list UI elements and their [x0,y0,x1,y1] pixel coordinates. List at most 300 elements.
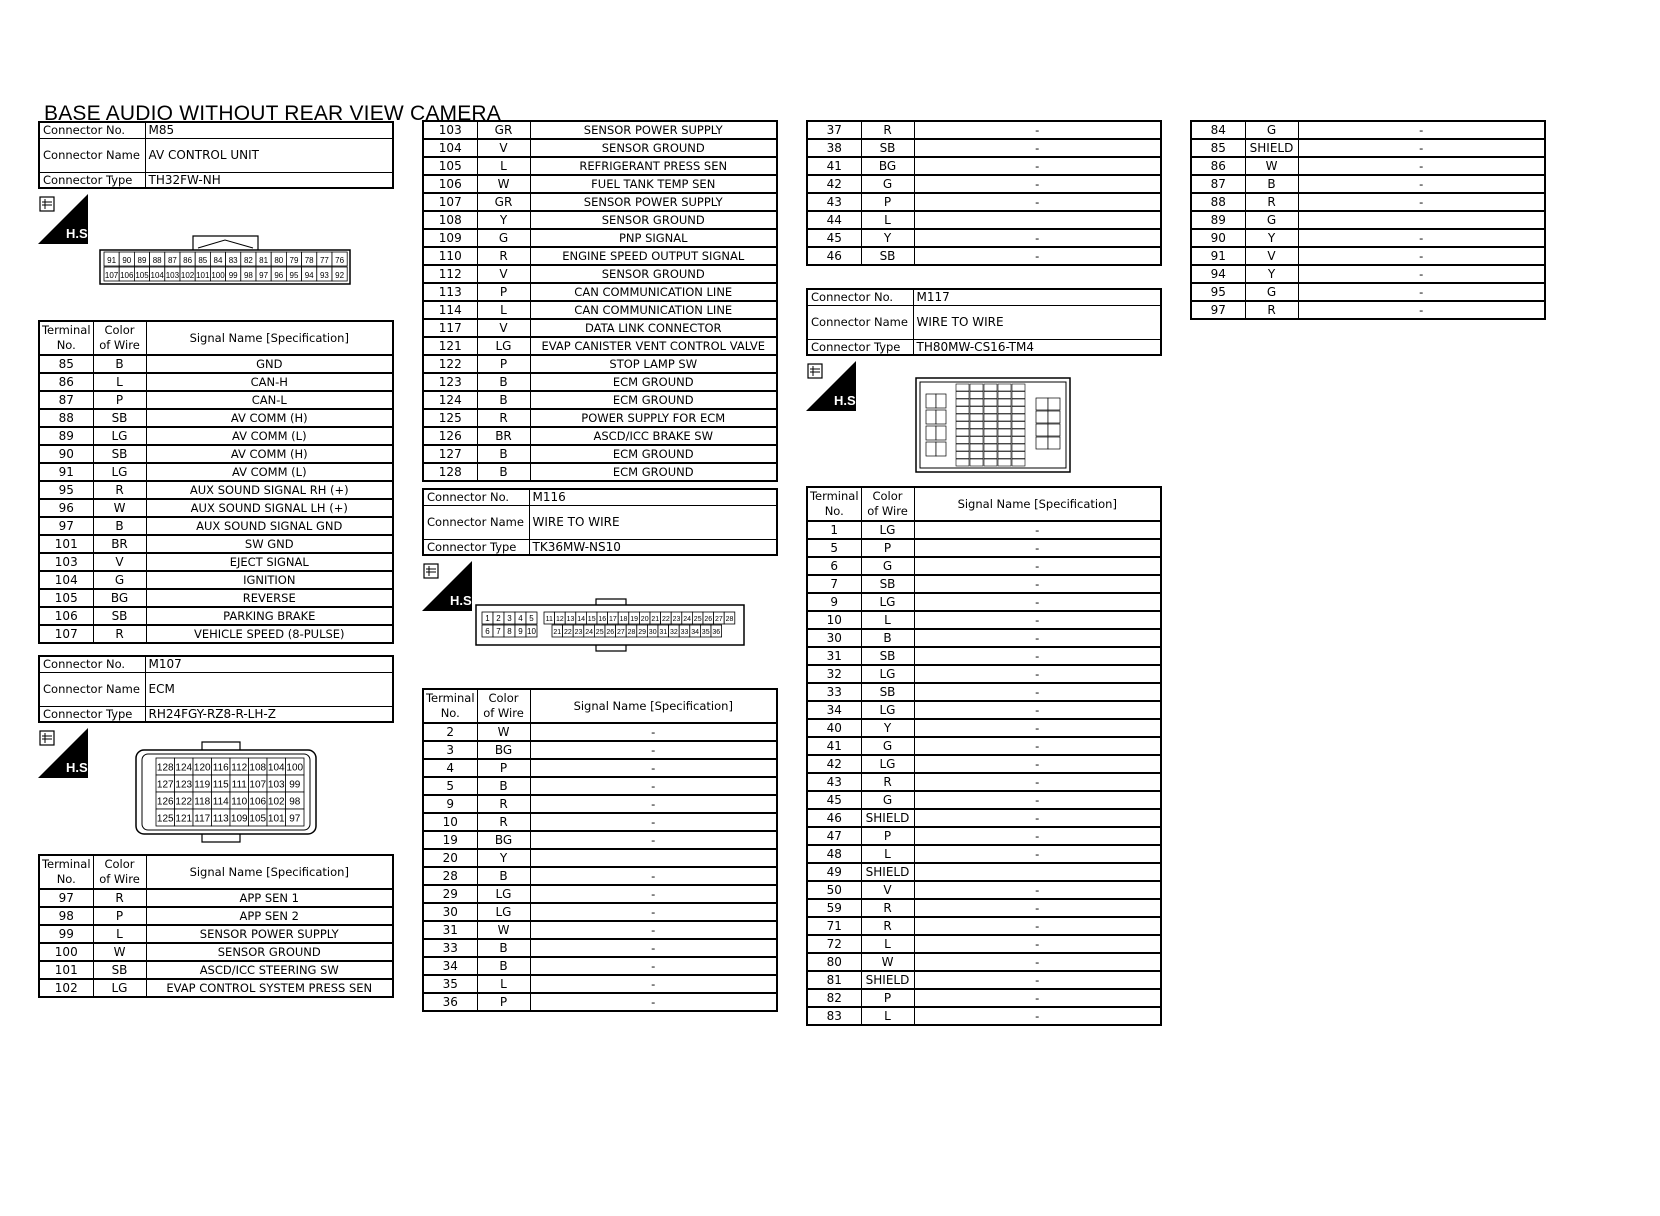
harness-side-icon [806,361,860,411]
signal-name-cell: - [914,899,1161,917]
wire-color-cell: V [861,881,914,899]
pin-cell [936,410,946,424]
terminal-no-cell: 82 [807,989,861,1007]
table-row [807,683,1161,701]
pin-cell [926,394,936,408]
pin-label: 86 [183,256,193,265]
table-row [423,247,777,265]
terminal-no-cell: 114 [423,301,477,319]
pin-cell [1012,459,1025,466]
wire-color-cell: V [1245,247,1298,265]
wire-color-cell: R [1245,301,1298,319]
signal-name-cell: ENGINE SPEED OUTPUT SIGNAL [530,247,777,265]
wire-color-cell: B [1245,175,1298,193]
pin-cell [984,392,997,399]
terminal-no-cell: 126 [423,427,477,445]
wire-color-cell: P [93,391,146,409]
table-row [423,283,777,301]
pin-label: 127 [156,779,174,791]
table-row [39,607,393,625]
table-row [39,427,393,445]
terminal-no-cell: 46 [807,247,861,265]
wire-color-cell: G [861,737,914,755]
wire-color-cell: L [861,211,914,229]
table-row [807,521,1161,539]
pin-cell [956,414,969,421]
connector-no-label: Connector No. [39,122,145,138]
wire-color-cell: R [477,795,530,813]
pin-label: 120 [193,762,211,774]
pin-label: 122 [175,796,193,808]
pin-label: 103 [165,271,180,280]
pin-label: 10 [527,627,536,636]
connector-latch [193,236,258,250]
signal-name-cell: - [914,755,1161,773]
m117-terminal-table [806,486,1162,1026]
table-row [807,175,1161,193]
wire-color-cell: P [93,907,146,925]
wire-color-cell: LG [93,463,146,481]
signal-name-cell: CAN-L [146,391,393,409]
wire-color-cell: G [861,557,914,575]
wire-color-cell: L [861,1007,914,1025]
pin-label: 123 [175,779,193,791]
pin-label: 107 [104,271,119,280]
wire-color-cell: P [861,989,914,1007]
terminal-no-cell: 124 [423,391,477,409]
terminal-no-cell: 43 [807,193,861,211]
pin-cell [970,459,983,466]
pin-label: 90 [122,256,132,265]
table-row [1191,211,1545,229]
signal-name-cell: REFRIGERANT PRESS SEN [530,157,777,175]
pin-label: 114 [212,796,229,808]
terminal-no-cell: 9 [423,795,477,813]
signal-header: Signal Name [Specification] [146,855,393,889]
pin-cell [1012,392,1025,399]
signal-name-cell: EVAP CANISTER VENT CONTROL VALVE [530,337,777,355]
m107-connector-no: M107 [145,656,393,672]
color-header: Color of Wire [93,321,146,355]
terminal-no-cell: 7 [807,575,861,593]
signal-name-cell: - [530,921,777,939]
table-row [807,593,1161,611]
wire-color-cell: B [477,777,530,795]
table-row [39,625,393,643]
terminal-no-cell: 98 [39,907,93,925]
pin-label: 14 [577,616,585,623]
terminal-no-cell: 89 [1191,211,1245,229]
signal-name-cell: CAN COMMUNICATION LINE [530,283,777,301]
pin-label: 76 [335,256,345,265]
connector-no-label: Connector No. [39,656,145,672]
connector-no-label: Connector No. [423,489,529,505]
pin-label: 95 [289,271,299,280]
wire-color-cell: SHIELD [861,809,914,827]
table-row [807,539,1161,557]
table-row [807,575,1161,593]
terminal-no-cell: 40 [807,719,861,737]
table-row [1191,121,1545,139]
pin-label: 99 [289,779,301,791]
pin-label: 119 [194,779,211,791]
signal-name-cell: - [530,741,777,759]
terminal-no-cell: 45 [807,791,861,809]
pin-cell [1048,398,1060,410]
pin-cell [956,407,969,414]
wire-color-cell: L [477,157,530,175]
pin-cell [926,426,936,440]
table-row [807,629,1161,647]
wire-color-cell: R [861,917,914,935]
terminal-header: Terminal No. [39,855,93,889]
pin-cell [984,459,997,466]
terminal-no-cell: 1 [807,521,861,539]
signal-name-cell: - [914,647,1161,665]
wire-color-cell: BG [477,831,530,849]
terminal-header: Terminal No. [39,321,93,355]
signal-name-cell: - [530,759,777,777]
color-header: Color of Wire [477,689,530,723]
signal-name-cell: - [914,917,1161,935]
connector-name-label: Connector Name [39,672,145,706]
signal-name-cell: - [530,885,777,903]
page-title: BASE AUDIO WITHOUT REAR VIEW CAMERA [44,102,502,125]
signal-name-cell: ASCD/ICC BRAKE SW [530,427,777,445]
pin-cell [926,442,936,456]
terminal-no-cell: 109 [423,229,477,247]
table-row [807,899,1161,917]
wire-color-cell: BG [861,157,914,175]
signal-name-cell: DATA LINK CONNECTOR [530,319,777,337]
terminal-no-cell: 19 [423,831,477,849]
wire-color-cell: Y [477,211,530,229]
pin-label: 36 [712,629,721,636]
terminal-no-cell: 104 [423,139,477,157]
terminal-no-cell: 107 [39,625,93,643]
pin-label: 27 [617,629,625,636]
table-row [807,755,1161,773]
signal-name-cell: - [914,229,1161,247]
terminal-no-cell: 101 [39,535,93,553]
wire-color-cell: Y [861,719,914,737]
pin-cell [998,399,1011,406]
pin-label: 21 [651,616,660,623]
terminal-no-cell: 59 [807,899,861,917]
pin-cell [956,452,969,459]
table-row [1191,283,1545,301]
wire-color-cell: BG [93,589,146,607]
wire-color-cell: SHIELD [861,863,914,881]
signal-name-cell: - [914,971,1161,989]
wire-color-cell: BG [477,741,530,759]
m117-terminal-table-continued [1190,120,1546,320]
pin-label: 32 [670,629,678,636]
wire-color-cell: P [477,759,530,777]
signal-name-cell: AUX SOUND SIGNAL LH (+) [146,499,393,517]
pin-label: 108 [249,762,267,774]
m107-connector-info [38,655,394,723]
pin-cell [1012,384,1025,391]
terminal-no-cell: 89 [39,427,93,445]
pin-label: 26 [606,629,615,636]
hs-label: H.S. [66,226,92,241]
pin-label: 28 [627,629,636,636]
connector-latch-mark [198,240,253,248]
m107-connector-type: RH24FGY-RZ8-R-LH-Z [145,706,393,722]
pin-cell [984,384,997,391]
pin-label: 107 [249,779,267,791]
wire-color-cell: L [477,301,530,319]
signal-name-cell: - [914,989,1161,1007]
pin-label: 126 [156,796,174,808]
signal-name-cell: - [914,157,1161,175]
pin-label: 97 [289,813,301,825]
pin-label: 117 [194,813,211,825]
wire-color-cell: B [477,391,530,409]
signal-header: Signal Name [Specification] [530,689,777,723]
pin-label: 98 [289,796,301,808]
pin-cell [1012,422,1025,429]
pin-label: 1 [485,614,490,623]
terminal-no-cell: 41 [807,157,861,175]
pin-label: 35 [701,629,710,636]
terminal-no-cell: 31 [807,647,861,665]
table-row [423,741,777,759]
terminal-no-cell: 106 [423,175,477,193]
pin-label: 78 [304,256,314,265]
pin-cell [984,407,997,414]
terminal-no-cell: 122 [423,355,477,373]
terminal-no-cell: 38 [807,139,861,157]
signal-name-cell [914,863,1161,881]
pin-label: 23 [672,616,681,623]
table-row [1191,265,1545,283]
wire-color-cell: LG [477,885,530,903]
terminal-no-cell: 117 [423,319,477,337]
table-row [423,795,777,813]
wire-color-cell: R [861,773,914,791]
wire-color-cell: SHIELD [1245,139,1298,157]
wire-color-cell: B [477,957,530,975]
signal-name-cell: PARKING BRAKE [146,607,393,625]
terminal-no-cell: 99 [39,925,93,943]
signal-name-cell: - [530,957,777,975]
terminal-no-cell: 90 [1191,229,1245,247]
pin-cell [998,422,1011,429]
table-row [423,903,777,921]
terminal-no-cell: 84 [1191,121,1245,139]
table-row [807,611,1161,629]
table-row [423,265,777,283]
pin-label: 91 [107,256,117,265]
m117-connector-name: WIRE TO WIRE [913,305,1161,339]
terminal-no-cell: 9 [807,593,861,611]
terminal-no-cell: 112 [423,265,477,283]
signal-name-cell: - [1298,175,1545,193]
pin-label: 118 [194,796,211,808]
table-row [423,777,777,795]
wire-color-cell: LG [861,593,914,611]
wire-color-cell: R [93,481,146,499]
table-row [1191,247,1545,265]
pin-label: 81 [259,256,269,265]
signal-name-cell: - [1298,247,1545,265]
table-row [423,319,777,337]
pin-cell [984,429,997,436]
table-row [1191,175,1545,193]
signal-name-cell: - [914,193,1161,211]
m107-connector-name: ECM [145,672,393,706]
table-row [807,211,1161,229]
pin-label: 97 [259,271,269,280]
signal-name-cell: - [1298,157,1545,175]
pin-cell [926,410,936,424]
table-row [423,993,777,1011]
m117-connector-face [914,376,1072,474]
table-row [423,139,777,157]
pin-label: 111 [231,779,247,791]
signal-name-cell: CAN-H [146,373,393,391]
signal-name-cell: - [530,813,777,831]
signal-name-cell: - [1298,301,1545,319]
m85-connector-type: TH32FW-NH [145,172,393,188]
pin-label: 80 [274,256,284,265]
pin-label: 88 [152,256,162,265]
signal-name-cell: - [530,795,777,813]
table-row [423,463,777,481]
wire-color-cell: Y [477,849,530,867]
pin-label: 28 [725,616,734,623]
signal-name-cell: AUX SOUND SIGNAL RH (+) [146,481,393,499]
table-row [39,571,393,589]
table-row [423,849,777,867]
pin-cell [970,392,983,399]
connector-type-label: Connector Type [423,539,529,555]
table-row [39,373,393,391]
m117-connector-type: TH80MW-CS16-TM4 [913,339,1161,355]
signal-name-cell: - [914,539,1161,557]
pin-label: 116 [212,762,229,774]
signal-name-cell: ASCD/ICC STEERING SW [146,961,393,979]
m107-terminal-table-continued [422,120,778,482]
terminal-no-cell: 31 [423,921,477,939]
wire-color-cell: SB [861,139,914,157]
table-row [39,391,393,409]
pin-cell [998,452,1011,459]
pin-label: 12 [556,616,564,623]
hs-label: H.S. [450,593,476,608]
terminal-no-cell: 41 [807,737,861,755]
m85-connector-name: AV CONTROL UNIT [145,138,393,172]
wire-color-cell: G [477,229,530,247]
terminal-no-cell: 72 [807,935,861,953]
pin-label: 100 [211,271,225,280]
pin-cell [970,452,983,459]
pin-label: 11 [545,616,553,623]
signal-name-cell: - [914,1007,1161,1025]
table-row [423,157,777,175]
wire-color-cell: W [477,921,530,939]
wire-color-cell: B [477,939,530,957]
pin-cell [998,384,1011,391]
pin-cell [998,392,1011,399]
terminal-no-cell: 33 [423,939,477,957]
pin-cell [970,399,983,406]
wire-color-cell: P [861,539,914,557]
pin-cell [956,429,969,436]
pin-label: 25 [595,629,604,636]
pin-cell [956,384,969,391]
terminal-no-cell: 91 [1191,247,1245,265]
signal-name-cell: - [914,121,1161,139]
pin-label: 100 [286,762,304,774]
table-row [807,647,1161,665]
signal-name-cell: - [914,791,1161,809]
signal-name-cell: - [914,953,1161,971]
pin-label: 22 [662,616,670,623]
pin-label: 102 [180,271,195,280]
terminal-no-cell: 102 [39,979,93,997]
wire-color-cell: W [1245,157,1298,175]
wire-color-cell: L [477,975,530,993]
table-row [423,409,777,427]
pin-label: 93 [319,271,329,280]
pin-label: 104 [267,762,285,774]
signal-name-cell: - [914,719,1161,737]
pin-cell [984,422,997,429]
signal-name-cell: - [914,809,1161,827]
wire-color-cell: G [1245,283,1298,301]
table-row [807,193,1161,211]
table-row [39,499,393,517]
pin-cell [956,422,969,429]
pin-label: 103 [267,779,285,791]
wire-color-cell: V [93,553,146,571]
pin-cell [1036,411,1048,423]
table-row [807,737,1161,755]
pin-label: 82 [243,256,253,265]
signal-name-cell: - [530,975,777,993]
signal-name-cell: AV COMM (L) [146,463,393,481]
signal-name-cell: - [914,629,1161,647]
pin-cell [936,442,946,456]
terminal-no-cell: 106 [39,607,93,625]
hs-label: H.S. [66,760,92,775]
pin-cell [1012,414,1025,421]
pin-label: 24 [585,629,593,636]
table-row [423,391,777,409]
m85-connector-no: M85 [145,122,393,138]
pin-label: 87 [167,256,177,265]
wire-color-cell: B [477,373,530,391]
wire-color-cell: B [861,629,914,647]
pin-cell [1048,424,1060,436]
wire-color-cell: L [861,935,914,953]
pin-cell [1048,411,1060,423]
terminal-no-cell: 71 [807,917,861,935]
pin-cell [956,444,969,451]
pin-label: 22 [564,629,572,636]
pin-label: 98 [243,271,253,280]
pin-label: 101 [267,813,285,825]
wire-color-cell: LG [477,903,530,921]
signal-name-cell: EJECT SIGNAL [146,553,393,571]
table-row [807,935,1161,953]
table-row [39,445,393,463]
pin-label: 102 [267,796,285,808]
pin-label: 105 [249,813,267,825]
